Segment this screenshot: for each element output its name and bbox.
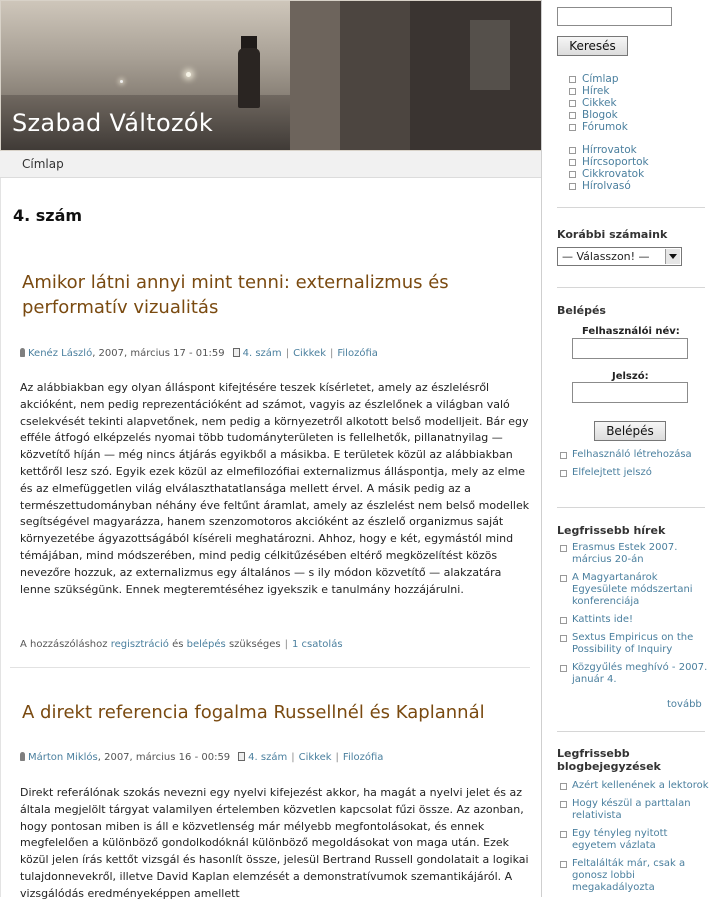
article-teaser: Direkt referálónak szokás nevezni egy nyelvi kifejezést akkor, ha magát a nyelvi jelet és az általa megjelölt tárgyat valamilyen értelemben közvetlen kapcsolat fűzi össze. Az azonban, hogy pontosan miben is áll e közvetlenség már mélyebb megfontolásokat, és ennek megfelelően a különböző gondolkodóknál különböző megoldásokat von maga után. Ezek közül jelen írás kettőt vizsgál és hasonlít össze, jelesül Bertrand Russell gondolatait a logikai tulajdonnevekről, illetve David Kaplan elemzését a demonstratívumok szemantikájáról. A vizsgálódás eredményeképpen amellett	[20, 786, 529, 900]
article-meta: Márton Miklós, 2007, március 16 - 00:59 4. szám | Cikkek | Filozófia	[20, 752, 530, 766]
article-title-link[interactable]: A direkt referencia fogalma Russellnél és Kaplannál	[22, 702, 485, 723]
article-teaser: Az alábbiakban egy olyan álláspont kifejtésére teszek kísérletet, amely az észlelésről akcióként, nem pedig reprezentációként ad számot, vagyis az észlelőnek a világban való cselekvését tekinti alapvetőnek, nem pedig a környezetről alkotott belső modelljeit. Bár egy efféle átfogó elképzelés nyomai több tudományterületen is fellelhetők, pillanatnyilag — közvetítő híján — még nincs átjárás egyikből a másikba. E területek közül az alábbiakban kettőről lesz szó. Egyik ezek közül az elmefilozófiai externalizmus álláspontja, mely az elme és az elmefüggetlen világ elválaszthatatlansága mellett érvel. A másik pedig az a természettudományban néhány éve feltűnt áramlat, amely az észlelést nem belső modellek segítségével magyarázza, hanem szenzomotoros akcióként az észlelő organizmus saját környezetébe ágyazottságából kíséreli meghatározni. Ahhoz, hogy e két, egymástól mind témájában, mind módszerében, mind pedig célkitűzésében eltérő megközelítést közös nevezőre hozzuk, az externalizmus egy általános — s ily módon közvetítő — alakzatára lenne szükségünk. Ennek megteremtéséhez igyekszik e tanulmány hozzájárulni.	[20, 381, 530, 596]
blog-link[interactable]: Feltalálták már, csak a gonosz lobbi megakadályozta	[572, 858, 686, 893]
menu-link[interactable]: Hírek	[582, 85, 610, 97]
term-link-articles[interactable]: Cikkek	[293, 348, 326, 359]
issue-select-value: — Válasszon! —	[562, 250, 650, 263]
term-link-philosophy[interactable]: Filozófia	[342, 752, 384, 763]
menu-item-home	[582, 73, 628, 85]
user-icon	[20, 752, 25, 761]
list-item	[572, 798, 712, 822]
site-header-banner[interactable]	[0, 0, 541, 151]
taxonomy-icon	[233, 348, 240, 357]
blogs-block-title: Legfrissebb blogbejegyzések	[557, 747, 661, 773]
menu-link[interactable]: Hírrovatok	[582, 144, 637, 156]
term-link-philosophy[interactable]: Filozófia	[337, 348, 378, 359]
block-divider	[557, 507, 705, 508]
search-input[interactable]	[557, 7, 672, 26]
article-divider	[10, 667, 530, 668]
login-block-title: Belépés	[557, 304, 606, 317]
news-link[interactable]: Sextus Empiricus on the Possibility of Inquiry	[572, 632, 694, 655]
password-label: Jelszó:	[612, 371, 649, 382]
menu-link[interactable]: Cikkrovatok	[582, 168, 645, 180]
primary-menu	[582, 73, 628, 133]
news-link[interactable]: Közgyűlés meghívó - 2007. január 4.	[572, 662, 708, 685]
menu-item-news-sections	[582, 144, 649, 156]
list-item	[572, 542, 712, 566]
menu-link[interactable]: Blogok	[582, 109, 618, 121]
nav-home-link[interactable]: Címlap	[22, 157, 64, 171]
article-title-link[interactable]: Amikor látni annyi mint tenni: externalizmus és performatív vizualitás	[22, 272, 449, 318]
secondary-menu	[582, 144, 649, 192]
page-title: 4. szám	[13, 206, 83, 225]
news-block-title: Legfrissebb hírek	[557, 524, 666, 537]
password-field[interactable]	[572, 382, 688, 403]
author-link[interactable]: Kenéz László	[28, 348, 93, 359]
issues-block-title: Korábbi számaink	[557, 228, 668, 241]
list-item	[572, 662, 712, 686]
block-divider	[557, 207, 705, 208]
username-field[interactable]	[572, 338, 688, 359]
menu-link[interactable]: Fórumok	[582, 121, 628, 133]
register-link[interactable]: regisztráció	[110, 639, 169, 650]
list-item	[572, 780, 712, 792]
block-divider	[557, 731, 705, 732]
create-account-link[interactable]: Felhasználó létrehozása	[572, 449, 692, 460]
links-prefix: A hozzászóláshoz	[20, 639, 108, 650]
post-date: , 2007, március 17 - 01:59	[92, 348, 225, 359]
block-divider	[557, 287, 705, 288]
list-item	[572, 828, 712, 852]
forgot-password-link[interactable]: Elfelejtett jelszó	[572, 467, 652, 478]
post-date: , 2007, március 16 - 00:59	[97, 752, 231, 763]
menu-item-blogs	[582, 109, 628, 121]
create-account-item	[572, 449, 712, 461]
blog-link[interactable]: Egy tényleg nyitott egyetem vázlata	[572, 828, 668, 851]
author-link[interactable]: Márton Miklós	[28, 752, 98, 763]
news-link[interactable]: Erasmus Estek 2007. március 20-án	[572, 542, 678, 565]
news-link[interactable]: Kattints ide!	[572, 614, 634, 625]
blog-link[interactable]: Hogy készül a parttalan relativista	[572, 798, 691, 821]
login-link[interactable]: belépés	[186, 639, 226, 650]
list-item	[572, 614, 712, 626]
menu-item-articles	[582, 97, 628, 109]
more-news-link[interactable]: tovább	[667, 699, 702, 710]
term-link-articles[interactable]: Cikkek	[298, 752, 332, 763]
search-button[interactable]: Keresés	[557, 36, 628, 56]
menu-link[interactable]: Címlap	[582, 73, 619, 85]
menu-link[interactable]: Cikkek	[582, 97, 617, 109]
blog-link[interactable]: Azért kellenének a lektorok	[572, 780, 709, 791]
menu-item-article-sections	[582, 168, 649, 180]
forgot-password-item	[572, 467, 712, 479]
article-meta: Kenéz László, 2007, március 17 - 01:59 4. szám | Cikkek | Filozófia	[20, 348, 530, 362]
links-suffix: szükséges	[228, 639, 281, 650]
article-links: A hozzászóláshoz regisztráció és belépés szükséges | 1 csatolás	[20, 639, 343, 650]
list-item	[572, 632, 712, 656]
primary-navbar	[0, 151, 541, 178]
attachment-link[interactable]: 1 csatolás	[292, 639, 343, 650]
taxonomy-icon	[238, 752, 245, 761]
menu-item-forums	[582, 121, 628, 133]
list-item	[572, 858, 712, 894]
latest-news-list	[572, 542, 712, 692]
user-icon	[20, 348, 25, 357]
site-name-link[interactable]: Szabad Változók	[12, 109, 214, 137]
login-links	[572, 449, 712, 485]
list-item	[572, 572, 712, 608]
menu-link[interactable]: Hírcsoportok	[582, 156, 649, 168]
sidebar	[541, 0, 719, 897]
latest-blogs-list	[572, 780, 712, 900]
login-button[interactable]: Belépés	[594, 421, 666, 441]
menu-item-news-groups	[582, 156, 649, 168]
menu-link[interactable]: Hírolvasó	[582, 180, 631, 192]
term-link-issue[interactable]: 4. szám	[242, 348, 282, 359]
dropdown-arrow-icon[interactable]	[665, 249, 680, 264]
menu-item-news	[582, 85, 628, 97]
term-link-issue[interactable]: 4. szám	[248, 752, 288, 763]
menu-item-news-reader	[582, 180, 649, 192]
issue-select[interactable]	[557, 247, 682, 266]
news-link[interactable]: A Magyartanárok Egyesülete módszertani konferenciája	[572, 572, 693, 607]
username-label: Felhasználói név:	[582, 326, 680, 337]
links-and: és	[172, 639, 184, 650]
left-border	[0, 178, 1, 897]
